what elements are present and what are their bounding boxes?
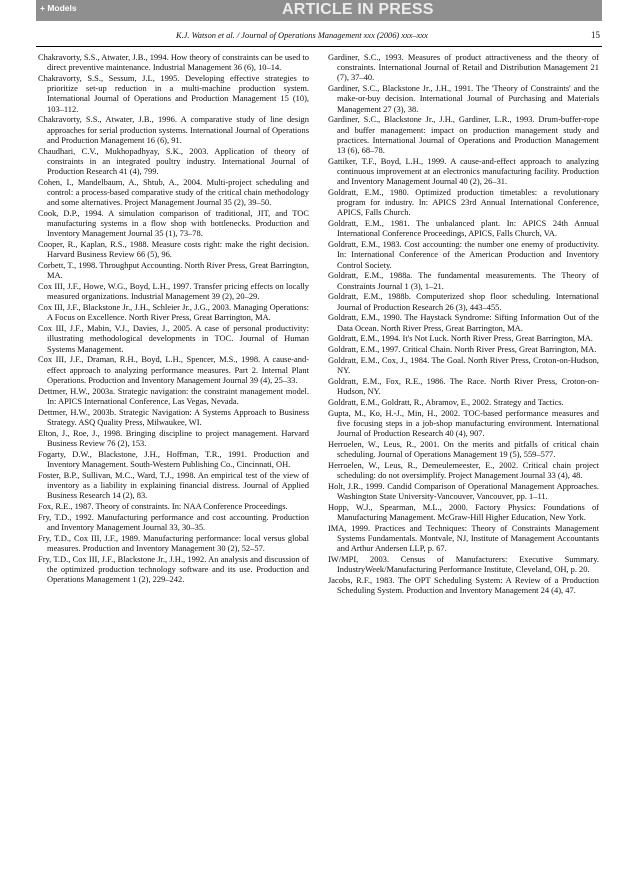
reference-entry: Cox III, J.F., Blackstone Jr., J.H., Schleier Jr., J.G., 2003. Managing Operations: A Focus on Excellence. North River Press, Great Barrington, MA.: [38, 302, 309, 323]
reference-entry: Goldratt, E.M., Cox, J., 1984. The Goal. North River Press, Croton-on-Hudson, NY.: [328, 355, 599, 376]
reference-entry: Chakravorty, S.S., Sessum, J.L, 1995. Developing effective strategies to prioritize set-up reduction in a multi-machine production system. International Journal of Operations and Production Management 15 (10), 103–112.: [38, 73, 309, 114]
reference-entry: Goldratt, E.M., 1988a. The fundamental measurements. The Theory of Constraints Journal 1 (3), 1–21.: [328, 270, 599, 291]
reference-entry: Gardiner, S.C., Blackstone Jr., J.H., 1991. The 'Theory of Constraints' and the make-or-buy decision. International Journal of Purchasing and Materials Management 27 (3), 38.: [328, 83, 599, 114]
reference-entry: Goldratt, E.M., Goldratt, R., Abramov, E., 2002. Strategy and Tactics.: [328, 397, 564, 408]
reference-entry: Goldratt, E.M., 1990. The Haystack Syndrome: Sifting Information Out of the Data Ocean. North River Press, Great Barrington, MA.: [328, 312, 599, 333]
reference-entry: Fry, T.D., Cox III, J.F., Blackstone Jr., J.H., 1992. An analysis and discussion of the optimized production technology software and its use. Production and Operations Management 1 (2), 229–242.: [38, 553, 309, 585]
reference-entry: Cox III, J.F., Mabin, V.J., Davies, J., 2005. A case of personal productivity: illustrating methodological developments in TOC. Journal of Human Systems Management.: [38, 323, 309, 354]
reference-entry: Goldratt, E.M., Fox, R.E., 1986. The Race. North River Press, Croton-on-Hudson, NY.: [328, 376, 599, 397]
reference-entry: Goldratt, E.M., 1983. Cost accounting: the number one enemy of productivity. In: International Conference of the American Production and Inventory Control Society.: [328, 239, 599, 270]
reference-entry: Cook, D.P., 1994. A simulation comparison of traditional, JIT, and TOC manufacturing systems in a flow shop with bottlenecks. Production and Inventory Management Journal 35 (1), 73–78.: [38, 208, 309, 239]
reference-entry: Gardiner, S.C., Blackstone Jr., J.H., Gardiner, L.R., 1993. Drum-buffer-rope and buffer management: impact on production management study and practices. International Journal of Operations and Production Management 13 (6), 68–78.: [328, 114, 599, 156]
reference-entry: Cohen, I., Mandelbaum, A., Shtub, A., 2004. Multi-project scheduling and control: a process-based comparative study of the critical chain methodology and some alternatives. Project Management Journal 35 (2), 39–50.: [38, 176, 309, 208]
reference-entry: Chaudhari, C.V., Mukhopadhyay, S.K., 2003. Application of theory of constraints in an integrated poultry industry. International Journal of Production Research 41 (4), 799.: [38, 145, 309, 177]
reference-entry: Gupta, M., Ko, H.-J., Min, H., 2002. TOC-based performance measures and five focusing steps in a job-shop manufacturing environment. International Journal of Production Research 40 (4), 907.: [328, 407, 599, 439]
article-in-press-banner: [36, 0, 602, 21]
reference-entry: Gardiner, S.C., 1993. Measures of product attractiveness and the theory of constraints. International Journal of Retail and Distribution Management 21 (7), 37–40.: [328, 52, 599, 83]
reference-entry: Corbett, T., 1998. Throughput Accounting. North River Press, Great Barrington, MA.: [38, 260, 309, 281]
reference-entry: Herroelen, W., Leus, R., 2001. On the merits and pitfalls of critical chain scheduling. Journal of Operations Management 19 (5), 559–577.: [328, 439, 599, 460]
references-left-column: [38, 52, 309, 585]
running-head: K.J. Watson et al. / Journal of Operations Management xxx (2006) xxx–xxx: [176, 31, 428, 40]
reference-entry: Chakravorty, S.S., Atwater, J.B., 1994. How theory of constraints can be used to direct preventive maintenance. Industrial Management 36 (6), 10–14.: [38, 52, 309, 73]
reference-entry: Dettmer, H.W., 2003b. Strategic Navigation: A Systems Approach to Business Strategy. ASQ Quality Press, Milwaukee, WI.: [38, 406, 309, 427]
page-number: 15: [591, 30, 600, 40]
reference-entry: Gattiker, T.F., Boyd, L.H., 1999. A cause-and-effect approach to analyzing continuous improvement at an electronics manufacturing facility. Production and Inventory Management Journal 40 (2), 26–31.: [328, 155, 599, 187]
reference-entry: IW/MPI, 2003. Census of Manufacturers: Executive Summary. IndustryWeek/Manufacturing Performance Institute, Cleveland, OH, p. 20.: [328, 554, 599, 575]
reference-entry: Jacobs, R.F., 1983. The OPT Scheduling System: A Review of a Production Scheduling System. Production and Inventory Management 24 (4), 47.: [328, 575, 599, 596]
reference-entry: Fry, T.D., Cox III, J.F., 1989. Manufacturing performance: local versus global measures. Production and Inventory Management 30 (2), 52–57.: [38, 532, 309, 553]
article-in-press-text: ARTICLE IN PRESS: [282, 1, 434, 18]
references-right-column: [328, 52, 599, 596]
reference-entry: Holt, J.R., 1999. Candid Comparison of Operational Management Approaches. Washington State University-Vancouver, Vancouver, pp. 1–11.: [328, 481, 599, 502]
header-rule: [36, 46, 602, 47]
reference-entry: IMA, 1999. Practices and Techniques: Theory of Constraints Management Systems Fundamentals. Montvale, NJ, Institute of Management Accountants and Arthur Andersen LLP, p. 67.: [328, 523, 599, 554]
reference-entry: Cooper, R., Kaplan, R.S., 1988. Measure costs right: make the right decision. Harvard Business Review 66 (5), 96.: [38, 239, 309, 260]
reference-entry: Foster, B.P., Sullivan, M.C., Ward, T.J., 1998. An empirical test of the view of inventory as a liability in explaining financial distress. Journal of Applied Business Research 14 (2), 83.: [38, 469, 309, 501]
reference-entry: Fogarty, D.W., Blackstone, J.H., Hoffman, T.R., 1991. Production and Inventory Management. South-Western Publishing Co., Cincinnati, OH.: [38, 448, 309, 469]
reference-entry: Fox, R.E., 1987. Theory of constraints. In: NAA Conference Proceedings.: [38, 500, 288, 511]
models-label: + Models: [40, 3, 77, 13]
reference-entry: Hopp, W.J., Spearman, M.L., 2000. Factory Physics: Foundations of Manufacturing Management. McGraw-Hill Higher Education, New York.: [328, 502, 599, 523]
reference-entry: Cox III, J.F., Howe, W.G., Boyd, L.H., 1997. Transfer pricing effects on locally measured organizations. Industrial Management 39 (2), 20–29.: [38, 281, 309, 302]
reference-entry: Goldratt, E.M., 1994. It's Not Luck. North River Press, Great Barrington, MA.: [328, 333, 593, 344]
reference-entry: Herroelen, W., Leus, R., Demeulemeester, E., 2002. Critical chain project scheduling: do not oversimplify. Project Management Journal 33 (4), 48.: [328, 460, 599, 481]
reference-entry: Dettmer, H.W., 2003a. Strategic navigation: the constraint management model. In: APICS International Conference, Las Vegas, Nevada.: [38, 385, 309, 406]
reference-entry: Goldratt, E.M., 1981. The unbalanced plant. In: APICS 24th Annual International Conference Proceedings, APICS, Falls Church, VA.: [328, 218, 599, 239]
reference-entry: Goldratt, E.M., 1980. Optimized production timetables: a revolutionary program for industry. In: APICS 23rd Annual International Conference, APICS, Falls Church.: [328, 187, 599, 218]
reference-entry: Cox III, J.F., Draman, R.H., Boyd, L.H., Spencer, M.S., 1998. A cause-and-effect approach to analyzing performance measures. Part 2. Internal Plant Operations. Production and Inventory Management Journal 39 (4), 25–33.: [38, 354, 309, 385]
reference-entry: Chakravorty, S.S., Atwater, J.B., 1996. A comparative study of line design approaches for serial production systems. International Journal of Operations and Production Management 16 (6), 91.: [38, 114, 309, 145]
reference-entry: Elton, J., Roe, J., 1998. Bringing discipline to project management. Harvard Business Review 76 (2), 153.: [38, 427, 309, 448]
reference-entry: Fry, T.D., 1992. Manufacturing performance and cost accounting. Production and Inventory Management Journal 33, 30–35.: [38, 511, 309, 532]
reference-entry: Goldratt, E.M., 1997. Critical Chain. North River Press, Great Barrington, MA.: [328, 344, 597, 355]
reference-entry: Goldratt, E.M., 1988b. Computerized shop floor scheduling. International Journal of Production Research 26 (3), 443–455.: [328, 291, 599, 312]
